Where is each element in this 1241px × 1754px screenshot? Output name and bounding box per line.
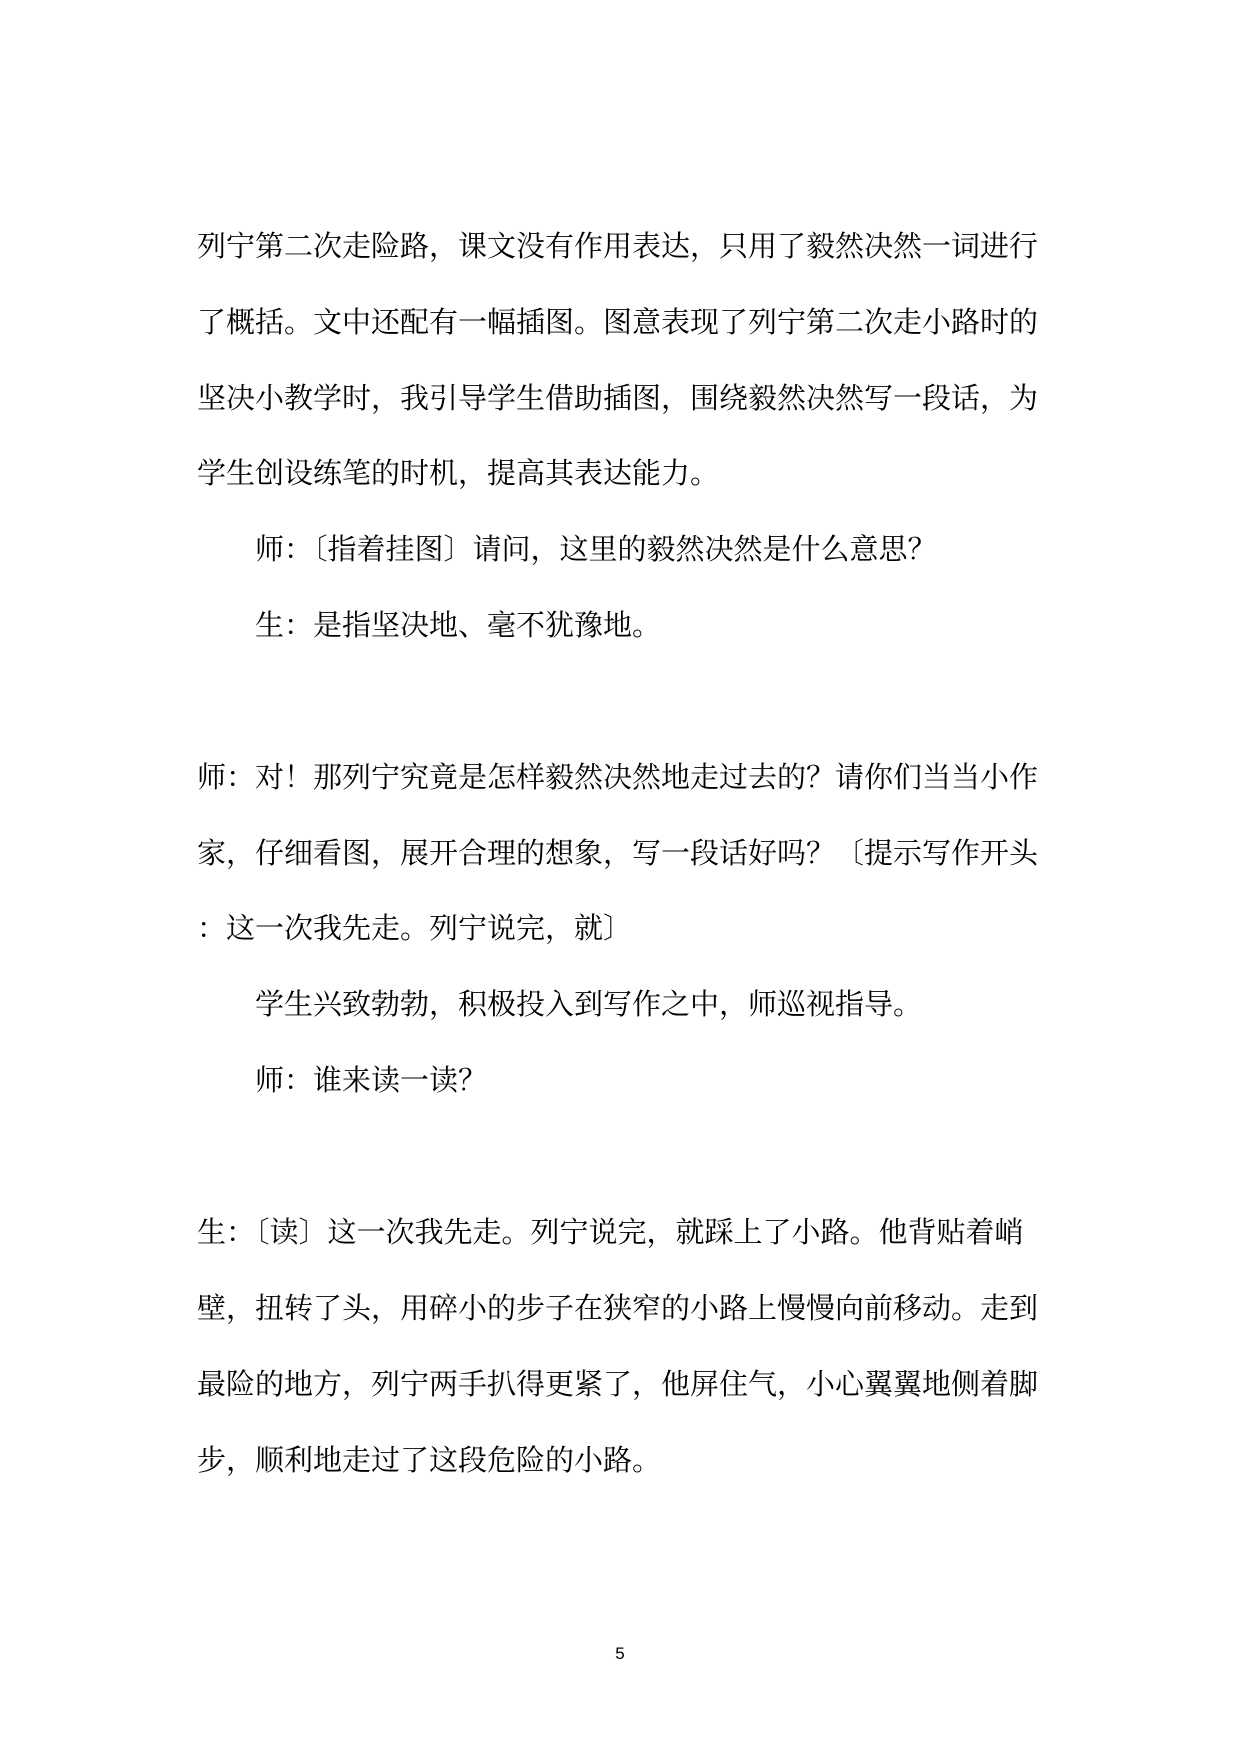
paragraph-3-line-3: 最险的地方，列宁两手扒得更紧了，他屏住气，小心翼翼地侧着脚: [197, 1367, 1039, 1401]
dialogue-student-answer: 生：是指坚决地、毫不犹豫地。: [255, 608, 662, 642]
paragraph-2-line-3: ：这一次我先走。列宁说完，就〕: [197, 911, 633, 945]
paragraph-1-line-3: 坚决小教学时，我引导学生借助插图，围绕毅然决然写一段话，为: [197, 381, 1039, 415]
paragraph-3-line-4: 步，顺利地走过了这段危险的小路。: [197, 1443, 662, 1477]
dialogue-teacher-read: 师：谁来读一读？: [255, 1063, 488, 1097]
paragraph-1-line-1: 列宁第二次走险路，课文没有作用表达，只用了毅然决然一词进行: [197, 229, 1039, 263]
paragraph-2-line-2: 家，仔细看图，展开合理的想象，写一段话好吗？〔提示写作开头: [197, 836, 1039, 870]
paragraph-2-line-1: 师：对！那列宁究竟是怎样毅然决然地走过去的？请你们当当小作: [197, 760, 1039, 794]
page-number: 5: [615, 1644, 625, 1663]
paragraph-1-line-4: 学生创设练笔的时机，提高其表达能力。: [197, 456, 720, 490]
paragraph-1-line-2: 了概括。文中还配有一幅插图。图意表现了列宁第二次走小路时的: [197, 305, 1039, 339]
dialogue-teacher-question: 师：〔指着挂图〕请问，这里的毅然决然是什么意思？: [255, 532, 937, 566]
narration-writing: 学生兴致勃勃，积极投入到写作之中，师巡视指导。: [255, 987, 923, 1021]
paragraph-3-line-2: 壁，扭转了头，用碎小的步子在狭窄的小路上慢慢向前移动。走到: [197, 1291, 1039, 1325]
paragraph-3-line-1: 生：〔读〕这一次我先走。列宁说完，就踩上了小路。他背贴着峭: [197, 1215, 1024, 1249]
